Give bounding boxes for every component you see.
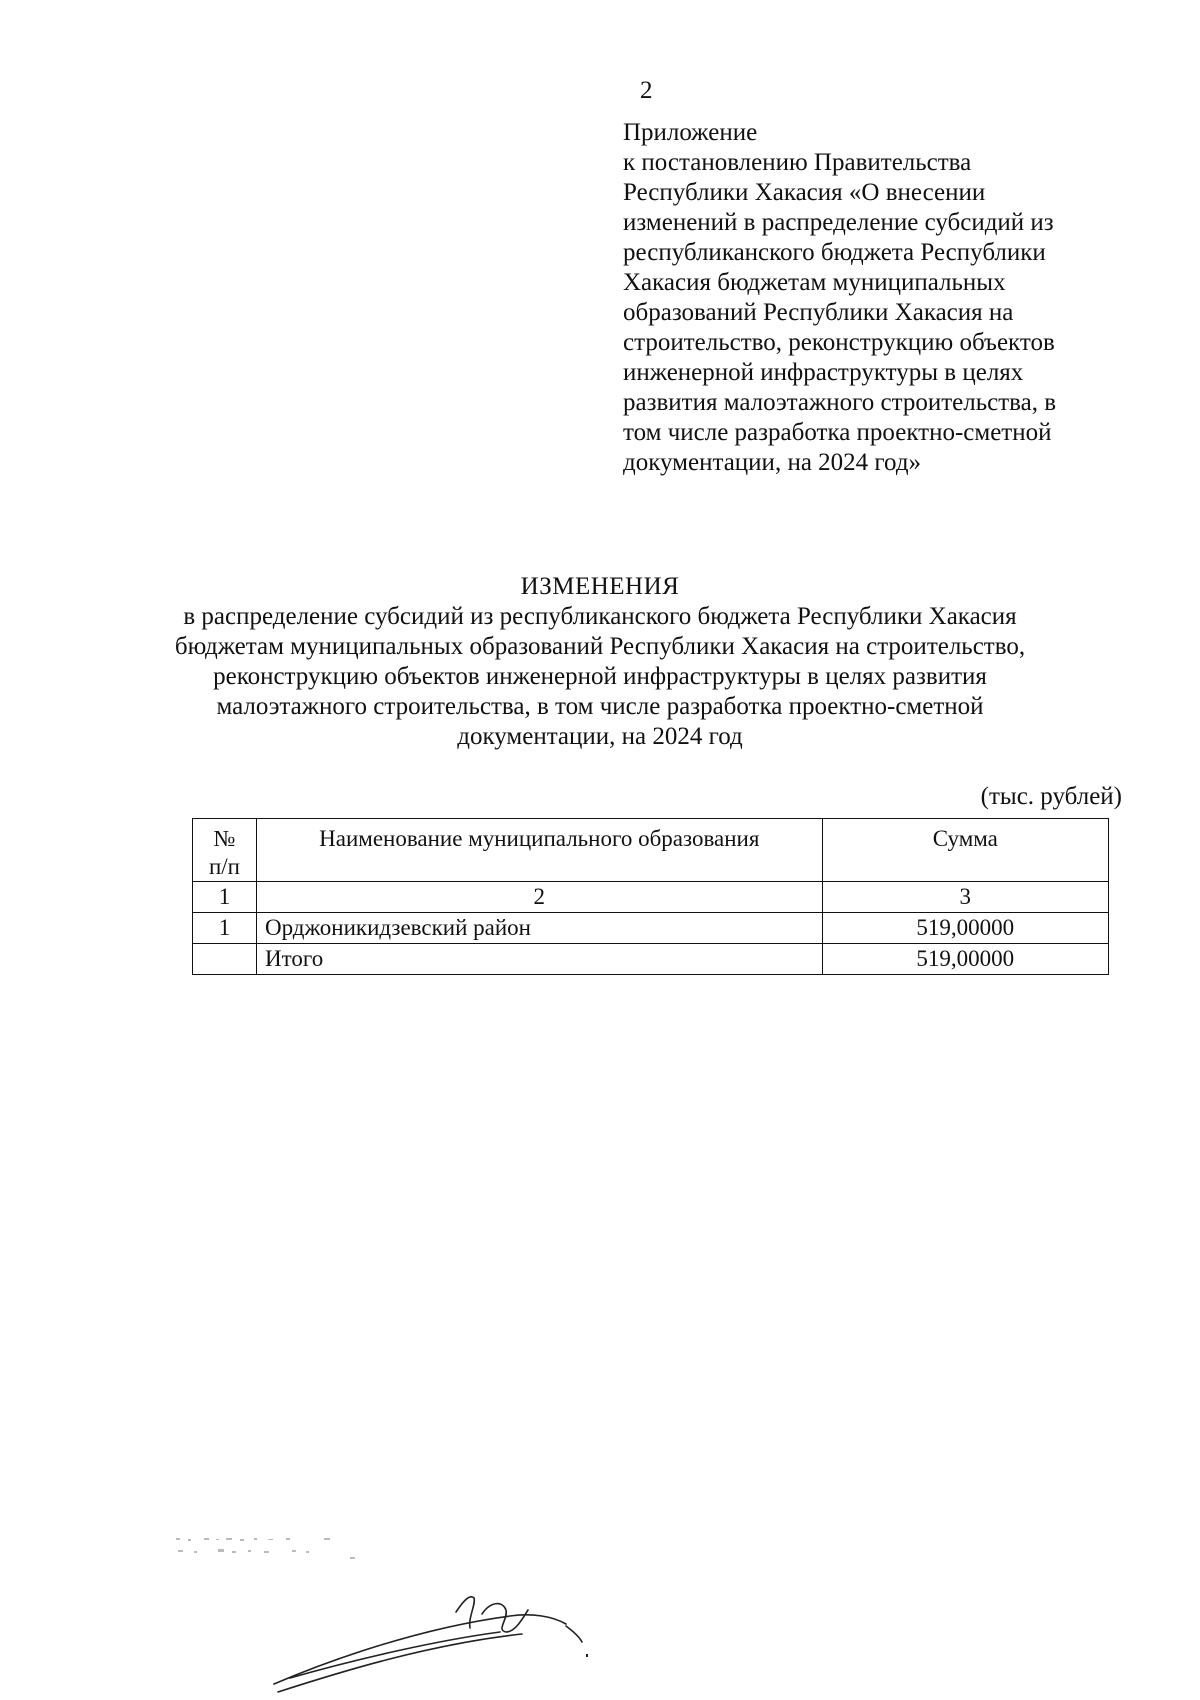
document-title: ИЗМЕНЕНИЯ xyxy=(520,573,680,600)
heading-line: реконструкцию объектов инженерной инфраструктуры в целях развития xyxy=(213,663,987,690)
column-numbers-row xyxy=(193,882,1109,913)
appendix-line: инженерной инфраструктуры в целях xyxy=(623,359,1024,386)
signature-image xyxy=(270,1580,600,1700)
column-number: 1 xyxy=(193,882,257,913)
appendix-line: документации, на 2024 год» xyxy=(623,449,922,476)
appendix-line: Приложение xyxy=(623,119,758,146)
appendix-line: Хакасия бюджетам муниципальных xyxy=(623,269,1006,296)
header-number-symbol: № xyxy=(213,826,236,851)
row-name: Итого xyxy=(256,944,822,975)
scan-noise xyxy=(174,1534,384,1562)
allocation-table xyxy=(192,818,1109,975)
appendix-line: республиканского бюджета Республики xyxy=(623,239,1046,266)
appendix-block xyxy=(623,118,1143,478)
row-sum: 519,00000 xyxy=(822,944,1108,975)
row-sum: 519,00000 xyxy=(822,913,1108,944)
appendix-line: к постановлению Правительства xyxy=(623,149,972,176)
header-name: Наименование муниципального образования xyxy=(256,819,822,882)
heading-line: бюджетам муниципальных образований Республики Хакасия на строительство, xyxy=(174,633,1026,660)
row-name: Орджоникидзевский район xyxy=(256,913,822,944)
appendix-line: изменений в распределение субсидий из xyxy=(623,209,1054,236)
document-heading xyxy=(150,572,1050,752)
header-number xyxy=(193,819,257,882)
page-number: 2 xyxy=(640,77,653,104)
table-total-row xyxy=(193,944,1109,975)
appendix-line: развития малоэтажного строительства, в xyxy=(623,389,1057,416)
row-number: 1 xyxy=(193,913,257,944)
column-number: 3 xyxy=(822,882,1108,913)
appendix-line: том числе разработка проектно-сметной xyxy=(623,419,1052,446)
appendix-line: Республики Хакасия «О внесении xyxy=(623,179,986,206)
units-note: (тыс. рублей) xyxy=(980,783,1122,810)
heading-line: малоэтажного строительства, в том числе разработка проектно-сметной xyxy=(216,693,984,720)
table-header-row xyxy=(193,819,1109,882)
appendix-line: строительство, реконструкцию объектов xyxy=(623,329,1055,356)
heading-line: в распределение субсидий из республиканского бюджета Республики Хакасия xyxy=(183,603,1017,630)
row-number xyxy=(193,944,257,975)
heading-line: документации, на 2024 год xyxy=(457,723,743,750)
column-number: 2 xyxy=(256,882,822,913)
appendix-line: образований Республики Хакасия на xyxy=(623,299,1014,326)
header-number-abbr: п/п xyxy=(208,854,240,879)
table-row xyxy=(193,913,1109,944)
header-sum: Сумма xyxy=(822,819,1108,882)
